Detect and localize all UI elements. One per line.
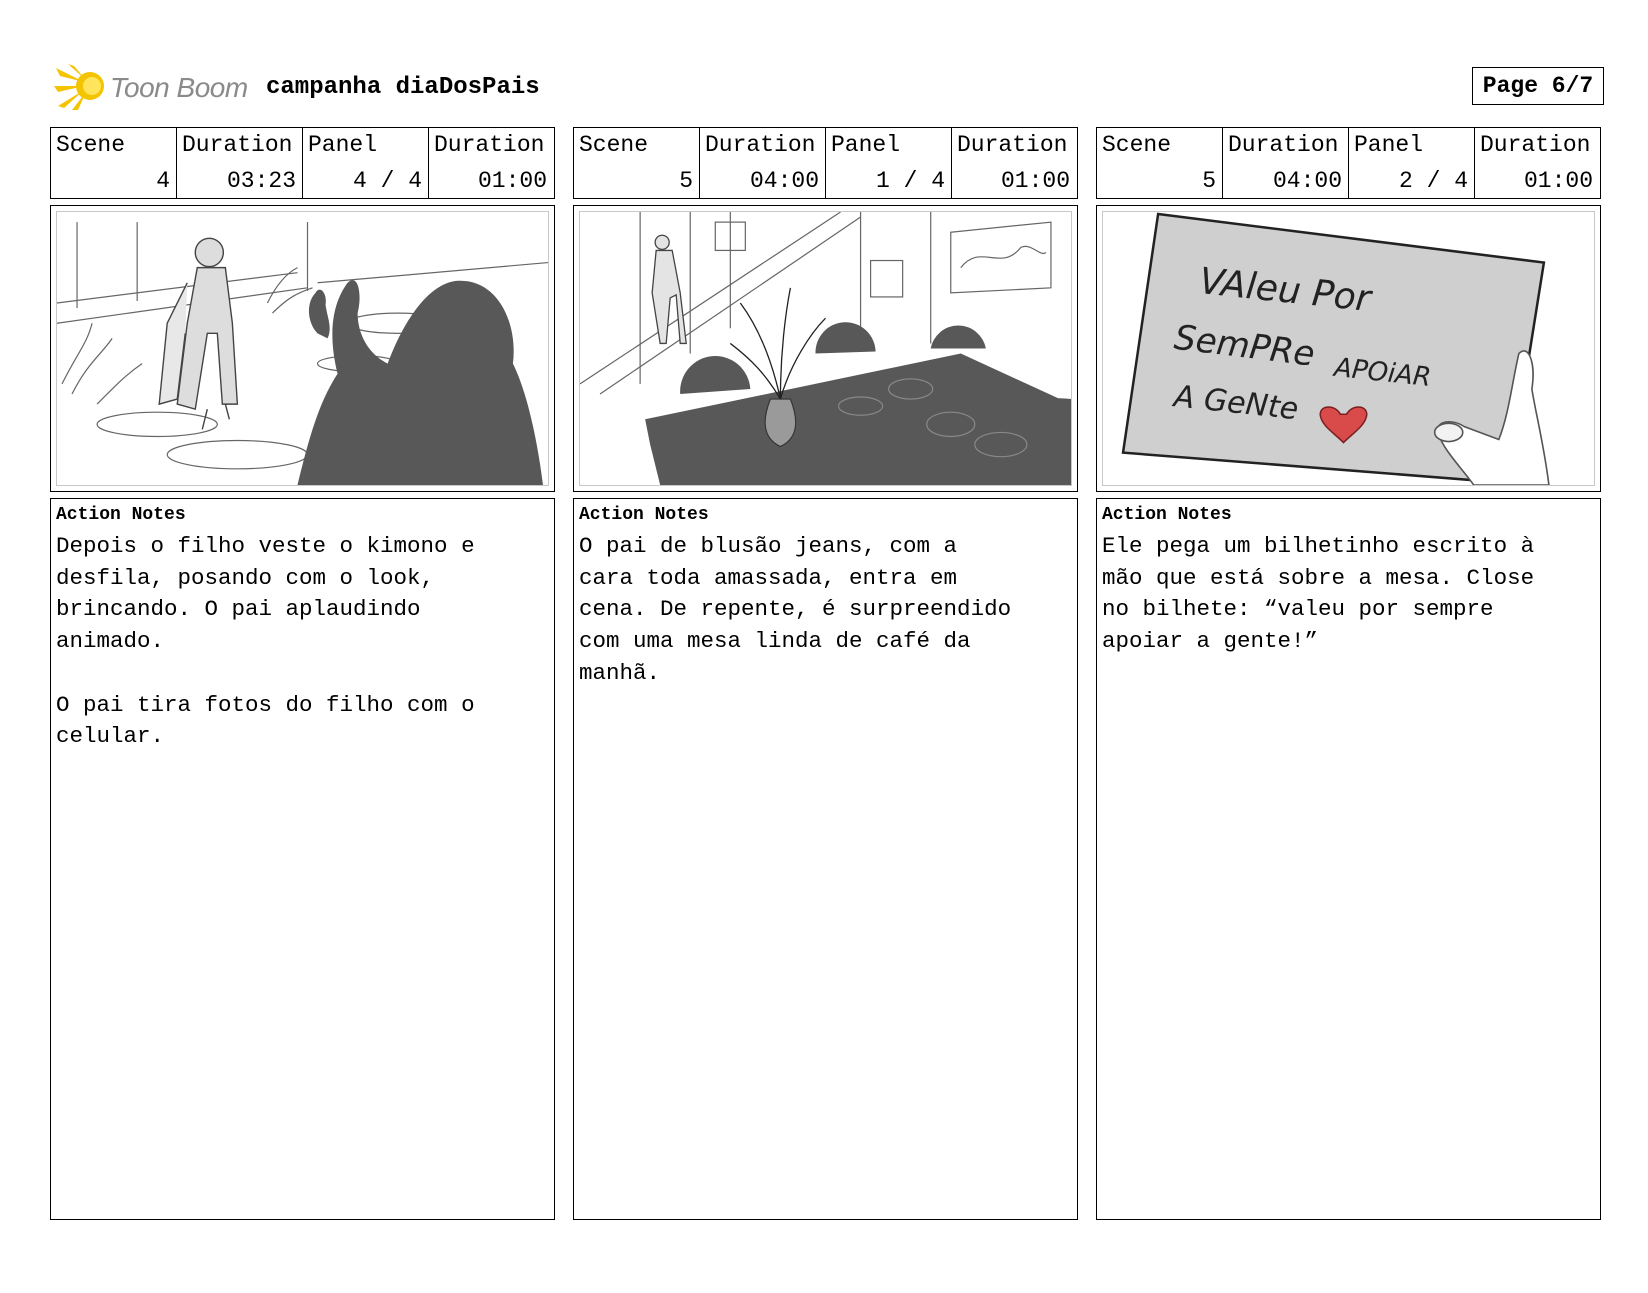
panel-duration-cell (952, 128, 1076, 198)
scene-label: Scene (579, 132, 649, 158)
scene-duration-cell (1223, 128, 1349, 198)
panel-duration-cell (429, 128, 553, 198)
sketch-kimono-scene (56, 211, 549, 486)
panel-label: Panel (1354, 132, 1424, 158)
note-line-1: VAleu Por (1197, 258, 1373, 321)
toon-boom-logo (54, 62, 264, 112)
panel-info-row (1096, 127, 1601, 199)
scene-duration-label: Duration (182, 132, 293, 158)
page-header (50, 58, 1604, 114)
action-notes (573, 498, 1078, 1220)
action-notes-title: Action Notes (1102, 505, 1232, 525)
scene-cell (574, 128, 700, 198)
sketch-breakfast-table-scene (579, 211, 1072, 486)
scene-duration-label: Duration (1228, 132, 1339, 158)
scene-duration-cell (700, 128, 826, 198)
panel-duration-cell (1475, 128, 1599, 198)
scene-value: 4 (156, 168, 170, 194)
scene-value: 5 (679, 168, 693, 194)
project-title: campanha diaDosPais (266, 74, 540, 101)
action-notes-text: Depois o filho veste o kimono e desfila, posando com o look, brincando. O pai aplaudindo animado. O pai tira fotos do filho com o celular. (56, 533, 475, 750)
scene-value: 5 (1202, 168, 1216, 194)
panel-image-frame (573, 205, 1078, 492)
panel-duration-label: Duration (1480, 132, 1591, 158)
panel-image-frame (50, 205, 555, 492)
note-line-2: SemPRe (1172, 317, 1317, 375)
scene-cell (51, 128, 177, 198)
action-notes (50, 498, 555, 1220)
action-notes-title: Action Notes (579, 505, 709, 525)
panel-duration-value: 01:00 (477, 168, 547, 194)
page-indicator: Page 6/7 (1472, 67, 1604, 105)
panel-value: 4 / 4 (352, 168, 422, 194)
panel-duration-label: Duration (434, 132, 545, 158)
panel-cell (1349, 128, 1475, 198)
scene-duration-value: 03:23 (226, 168, 296, 194)
note-line-4: A GeNte (1172, 379, 1300, 428)
scene-label: Scene (1102, 132, 1172, 158)
panel-label: Panel (308, 132, 378, 158)
storyboard-panel-3 (1096, 127, 1601, 1220)
storyboard-panel-2 (573, 127, 1078, 1220)
panel-cell (303, 128, 429, 198)
scene-duration-label: Duration (705, 132, 816, 158)
panel-cell (826, 128, 952, 198)
scene-duration-value: 04:00 (749, 168, 819, 194)
panel-duration-value: 01:00 (1000, 168, 1070, 194)
scene-label: Scene (56, 132, 126, 158)
scene-duration-cell (177, 128, 303, 198)
panel-value: 2 / 4 (1398, 168, 1468, 194)
action-notes-title: Action Notes (56, 505, 186, 525)
panel-info-row (50, 127, 555, 199)
action-notes-text: O pai de blusão jeans, com a cara toda amassada, entra em cena. De repente, é surpreendido com uma mesa linda de café da manhã. (579, 533, 1012, 686)
sketch-note-closeup (1102, 211, 1595, 486)
panel-duration-label: Duration (957, 132, 1068, 158)
panel-info-row (573, 127, 1078, 199)
scene-cell (1097, 128, 1223, 198)
logo-text: Toon Boom (110, 72, 248, 103)
note-line-3: APOiAR (1332, 352, 1433, 394)
panel-label: Panel (831, 132, 901, 158)
scene-duration-value: 04:00 (1272, 168, 1342, 194)
storyboard-panel-1 (50, 127, 555, 1220)
panel-duration-value: 01:00 (1523, 168, 1593, 194)
comet-icon (54, 62, 110, 112)
action-notes-text: Ele pega um bilhetinho escrito à mão que está sobre a mesa. Close no bilhete: “valeu por sempre apoiar a gente!” (1102, 533, 1535, 655)
panel-value: 1 / 4 (875, 168, 945, 194)
panel-image-frame (1096, 205, 1601, 492)
action-notes (1096, 498, 1601, 1220)
